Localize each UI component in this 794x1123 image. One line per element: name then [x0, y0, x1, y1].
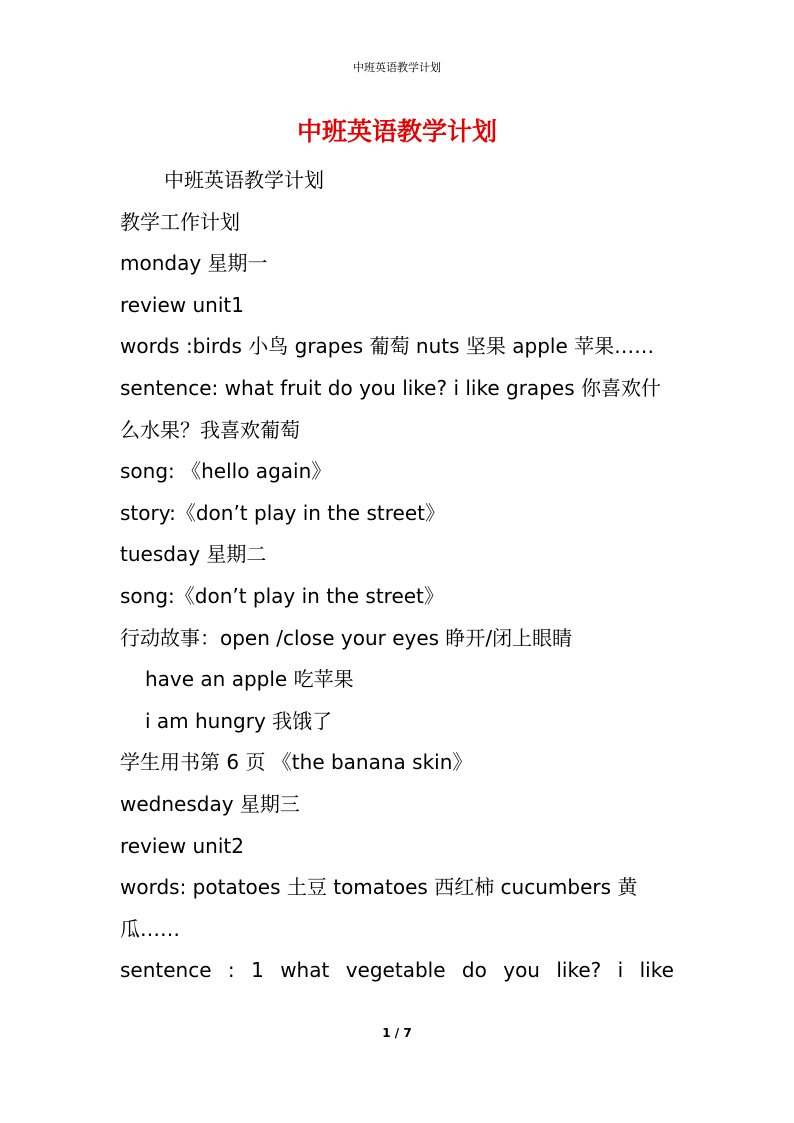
text-line: wednesday 星期三	[120, 791, 300, 816]
text-line: words :birds 小鸟 grapes 葡萄 nuts 坚果 apple 苹果……	[120, 334, 655, 359]
text-line: monday 星期一	[120, 251, 268, 276]
text-line: 中班英语教学计划	[164, 168, 324, 192]
text-line: tuesday 星期二	[120, 542, 267, 567]
document-title: 中班英语教学计划	[296, 117, 497, 146]
text-line: sentence: what fruit do you like? i like grapes 你喜欢什	[120, 375, 661, 400]
text-line: review unit2	[120, 833, 244, 858]
text-line: 行动故事：open /close your eyes 睁开/闭上眼睛	[120, 625, 573, 650]
document-body	[120, 160, 674, 992]
word: i	[617, 958, 624, 983]
word: vegetable	[345, 958, 446, 983]
text-line: 瓜……	[120, 916, 180, 941]
text-line: song:《don’t play in the street》	[120, 583, 444, 608]
text-line-justified	[120, 950, 674, 992]
text-line: review unit1	[120, 292, 244, 317]
text-line: 么水果？我喜欢葡萄	[120, 417, 300, 442]
text-line: words: potatoes 土豆 tomatoes 西红柿 cucumbers 黄	[120, 875, 638, 900]
word: you	[503, 958, 540, 983]
word: :	[227, 958, 235, 983]
text-line: story:《don’t play in the street》	[120, 500, 445, 525]
text-line: i am hungry 我饿了	[145, 708, 333, 733]
word: what	[280, 958, 330, 983]
word: like?	[556, 958, 602, 983]
word: sentence	[120, 958, 212, 983]
word: 1	[251, 958, 264, 983]
text-line: have an apple 吃苹果	[145, 667, 354, 692]
text-line: 学生用书第 6 页 《the banana skin》	[120, 750, 473, 775]
text-line: song: 《hello again》	[120, 459, 332, 484]
text-line: 教学工作计划	[120, 209, 240, 234]
page-indicator: 1 / 7	[382, 1026, 412, 1040]
word: do	[461, 958, 487, 983]
running-header: 中班英语教学计划	[353, 61, 441, 74]
word: like	[639, 958, 674, 983]
